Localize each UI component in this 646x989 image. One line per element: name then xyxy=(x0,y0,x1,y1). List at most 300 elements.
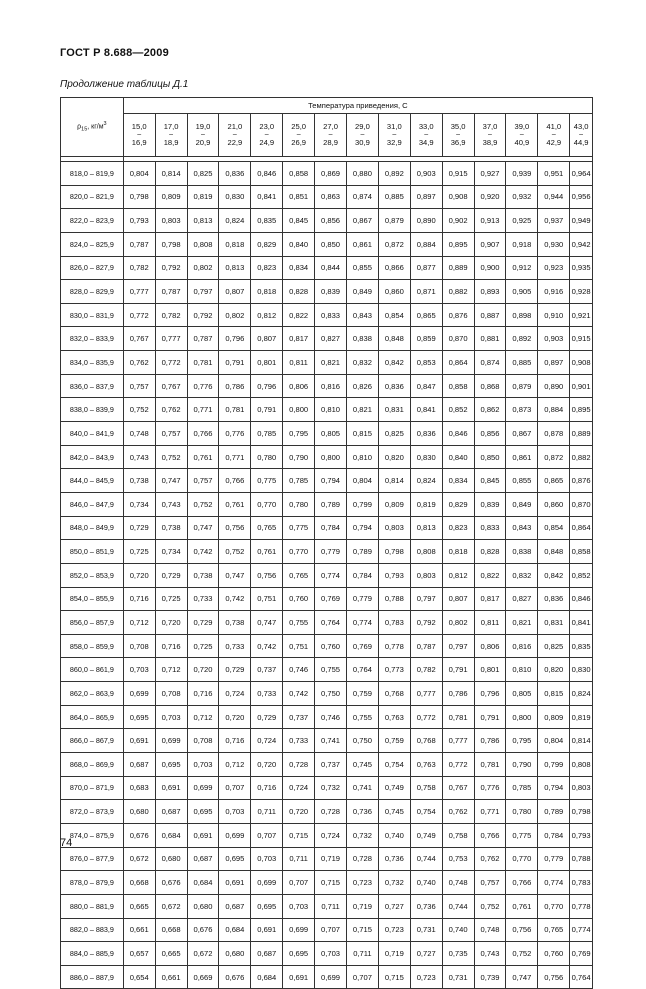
coefficient-cell: 0,788 xyxy=(378,587,410,611)
coefficient-cell: 0,800 xyxy=(506,705,538,729)
coefficient-cell: 0,827 xyxy=(506,587,538,611)
coefficient-cell: 0,912 xyxy=(506,256,538,280)
coefficient-cell: 0,728 xyxy=(346,847,378,871)
coefficient-cell: 0,748 xyxy=(474,918,506,942)
coefficient-cell: 0,835 xyxy=(251,209,283,233)
coefficient-cell: 0,928 xyxy=(570,280,593,304)
coefficient-cell: 0,803 xyxy=(410,563,442,587)
coefficient-cell: 0,793 xyxy=(378,563,410,587)
coefficient-cell: 0,748 xyxy=(123,422,155,446)
coefficient-cell: 0,859 xyxy=(410,327,442,351)
coefficient-cell: 0,916 xyxy=(538,280,570,304)
coefficient-cell: 0,758 xyxy=(410,776,442,800)
temperature-from: 17,0 xyxy=(163,122,179,131)
density-range-cell: 850,0 – 851,9 xyxy=(61,540,124,564)
coefficient-cell: 0,771 xyxy=(219,445,251,469)
coefficient-cell: 0,812 xyxy=(442,563,474,587)
coefficient-cell: 0,817 xyxy=(283,327,315,351)
density-range-cell: 862,0 – 863,9 xyxy=(61,682,124,706)
table-row xyxy=(61,682,593,706)
coefficient-cell: 0,743 xyxy=(474,942,506,966)
coefficient-cell: 0,707 xyxy=(251,823,283,847)
coefficient-cell: 0,684 xyxy=(251,965,283,989)
coefficient-cell: 0,672 xyxy=(123,847,155,871)
coefficient-cell: 0,830 xyxy=(410,445,442,469)
coefficient-cell: 0,680 xyxy=(123,800,155,824)
coefficient-cell: 0,695 xyxy=(251,894,283,918)
coefficient-cell: 0,851 xyxy=(283,185,315,209)
coefficient-cell: 0,897 xyxy=(410,185,442,209)
coefficient-cell: 0,761 xyxy=(506,894,538,918)
density-range-cell: 872,0 – 873,9 xyxy=(61,800,124,824)
temperature-to: 28,9 xyxy=(323,138,338,147)
coefficient-cell: 0,777 xyxy=(123,280,155,304)
table-row xyxy=(61,232,593,256)
coefficient-cell: 0,780 xyxy=(251,445,283,469)
coefficient-cell: 0,809 xyxy=(155,185,187,209)
coefficient-cell: 0,711 xyxy=(315,894,347,918)
coefficient-cell: 0,798 xyxy=(123,185,155,209)
coefficient-cell: 0,712 xyxy=(123,611,155,635)
coefficient-cell: 0,915 xyxy=(442,162,474,186)
coefficient-cell: 0,806 xyxy=(474,634,506,658)
coefficient-cell: 0,741 xyxy=(346,776,378,800)
coefficient-cell: 0,871 xyxy=(410,280,442,304)
coefficient-cell: 0,810 xyxy=(315,398,347,422)
coefficient-cell: 0,719 xyxy=(346,894,378,918)
coefficient-cell: 0,708 xyxy=(123,634,155,658)
table-row xyxy=(61,729,593,753)
coefficient-cell: 0,703 xyxy=(283,894,315,918)
coefficient-cell: 0,877 xyxy=(410,256,442,280)
coefficient-cell: 0,777 xyxy=(410,682,442,706)
coefficient-cell: 0,913 xyxy=(474,209,506,233)
coefficient-cell: 0,738 xyxy=(219,611,251,635)
range-dash: – xyxy=(456,131,461,138)
range-dash: – xyxy=(519,131,524,138)
table-row xyxy=(61,445,593,469)
coefficient-cell: 0,786 xyxy=(474,729,506,753)
density-range-cell: 842,0 – 843,9 xyxy=(61,445,124,469)
coefficient-cell: 0,885 xyxy=(378,185,410,209)
coefficient-cell: 0,897 xyxy=(538,351,570,375)
coefficient-cell: 0,703 xyxy=(219,800,251,824)
coefficient-cell: 0,838 xyxy=(346,327,378,351)
coefficient-cell: 0,695 xyxy=(283,942,315,966)
coefficient-cell: 0,890 xyxy=(538,374,570,398)
coefficient-cell: 0,819 xyxy=(570,705,593,729)
table-row xyxy=(61,374,593,398)
coefficient-cell: 0,949 xyxy=(570,209,593,233)
coefficient-cell: 0,784 xyxy=(538,823,570,847)
coefficient-cell: 0,797 xyxy=(442,634,474,658)
coefficient-cell: 0,754 xyxy=(378,753,410,777)
density-range-cell: 884,0 – 885,9 xyxy=(61,942,124,966)
coefficient-cell: 0,848 xyxy=(538,540,570,564)
coefficient-cell: 0,815 xyxy=(538,682,570,706)
coefficient-cell: 0,654 xyxy=(123,965,155,989)
coefficient-cell: 0,739 xyxy=(474,965,506,989)
coefficient-cell: 0,768 xyxy=(410,729,442,753)
coefficient-cell: 0,858 xyxy=(283,162,315,186)
coefficient-cell: 0,789 xyxy=(315,492,347,516)
coefficient-cell: 0,787 xyxy=(410,634,442,658)
coefficient-cell: 0,874 xyxy=(474,351,506,375)
temperature-from: 31,0 xyxy=(386,122,402,131)
coefficient-cell: 0,777 xyxy=(155,327,187,351)
coefficient-cell: 0,744 xyxy=(442,894,474,918)
coefficient-cell: 0,757 xyxy=(187,469,219,493)
density-range-cell: 818,0 – 819,9 xyxy=(61,162,124,186)
coefficient-cell: 0,757 xyxy=(123,374,155,398)
coefficient-cell: 0,774 xyxy=(538,871,570,895)
coefficient-cell: 0,822 xyxy=(283,303,315,327)
coefficient-cell: 0,839 xyxy=(315,280,347,304)
density-range-cell: 836,0 – 837,9 xyxy=(61,374,124,398)
coefficient-cell: 0,858 xyxy=(442,374,474,398)
coefficient-cell: 0,715 xyxy=(283,823,315,847)
temperature-to: 32,9 xyxy=(386,138,402,147)
coefficient-cell: 0,774 xyxy=(315,563,347,587)
coefficient-cell: 0,898 xyxy=(506,303,538,327)
coefficient-cell: 0,793 xyxy=(570,823,593,847)
coefficient-cell: 0,813 xyxy=(219,256,251,280)
coefficient-cell: 0,785 xyxy=(251,422,283,446)
coefficient-cell: 0,797 xyxy=(187,280,219,304)
coefficient-cell: 0,672 xyxy=(155,894,187,918)
temperature-from: 23,0 xyxy=(259,122,275,131)
range-dash: – xyxy=(551,131,556,138)
coefficient-cell: 0,761 xyxy=(251,540,283,564)
coefficient-cell: 0,778 xyxy=(378,634,410,658)
temperature-from: 37,0 xyxy=(482,122,498,131)
coefficient-cell: 0,803 xyxy=(570,776,593,800)
coefficient-cell: 0,789 xyxy=(538,800,570,824)
coefficient-cell: 0,830 xyxy=(219,185,251,209)
coefficient-cell: 0,723 xyxy=(346,871,378,895)
coefficient-cell: 0,695 xyxy=(155,753,187,777)
coefficient-cell: 0,790 xyxy=(506,753,538,777)
coefficient-cell: 0,780 xyxy=(283,492,315,516)
coefficient-cell: 0,821 xyxy=(346,398,378,422)
coefficient-cell: 0,703 xyxy=(123,658,155,682)
coefficient-cell: 0,804 xyxy=(123,162,155,186)
coefficient-cell: 0,781 xyxy=(219,398,251,422)
coefficient-cell: 0,823 xyxy=(442,516,474,540)
coefficient-cell: 0,846 xyxy=(570,587,593,611)
coefficient-cell: 0,707 xyxy=(346,965,378,989)
coefficient-cell: 0,708 xyxy=(187,729,219,753)
coefficient-cell: 0,785 xyxy=(506,776,538,800)
coefficient-cell: 0,873 xyxy=(506,398,538,422)
coefficient-cell: 0,927 xyxy=(474,162,506,186)
coefficient-cell: 0,798 xyxy=(378,540,410,564)
density-range-cell: 838,0 – 839,9 xyxy=(61,398,124,422)
table-row xyxy=(61,847,593,871)
table-row xyxy=(61,965,593,989)
coefficient-cell: 0,747 xyxy=(219,563,251,587)
coefficient-cell: 0,668 xyxy=(155,918,187,942)
coefficient-cell: 0,808 xyxy=(570,753,593,777)
coefficient-cell: 0,699 xyxy=(187,776,219,800)
coefficient-cell: 0,760 xyxy=(538,942,570,966)
coefficient-cell: 0,805 xyxy=(506,682,538,706)
density-range-cell: 870,0 – 871,9 xyxy=(61,776,124,800)
range-dash: – xyxy=(360,131,365,138)
coefficient-cell: 0,910 xyxy=(538,303,570,327)
coefficient-cell: 0,699 xyxy=(219,823,251,847)
coefficient-cell: 0,832 xyxy=(506,563,538,587)
coefficient-cell: 0,665 xyxy=(123,894,155,918)
coefficient-cell: 0,661 xyxy=(155,965,187,989)
coefficient-cell: 0,801 xyxy=(474,658,506,682)
coefficient-cell: 0,699 xyxy=(155,729,187,753)
coefficient-cell: 0,791 xyxy=(442,658,474,682)
coefficient-cell: 0,680 xyxy=(155,847,187,871)
temperature-column-header xyxy=(187,114,219,157)
coefficient-cell: 0,762 xyxy=(474,847,506,871)
coefficient-cell: 0,769 xyxy=(570,942,593,966)
coefficient-cell: 0,836 xyxy=(219,162,251,186)
temperature-from: 21,0 xyxy=(227,122,243,131)
coefficient-cell: 0,699 xyxy=(123,682,155,706)
coefficient-cell: 0,853 xyxy=(410,351,442,375)
temperature-to: 36,9 xyxy=(450,138,466,147)
coefficient-cell: 0,813 xyxy=(187,209,219,233)
coefficient-cell: 0,844 xyxy=(315,256,347,280)
coefficient-cell: 0,882 xyxy=(570,445,593,469)
range-dash: – xyxy=(392,131,397,138)
coefficient-cell: 0,852 xyxy=(442,398,474,422)
coefficient-cell: 0,849 xyxy=(506,492,538,516)
coefficient-cell: 0,772 xyxy=(442,753,474,777)
range-dash: – xyxy=(488,131,492,138)
coefficient-cell: 0,867 xyxy=(346,209,378,233)
coefficient-cell: 0,711 xyxy=(283,847,315,871)
coefficient-cell: 0,878 xyxy=(538,422,570,446)
coefficient-cell: 0,683 xyxy=(123,776,155,800)
coefficient-cell: 0,791 xyxy=(474,705,506,729)
coefficient-cell: 0,752 xyxy=(506,942,538,966)
coefficient-cell: 0,771 xyxy=(187,398,219,422)
coefficient-cell: 0,720 xyxy=(187,658,219,682)
density-range-cell: 844,0 – 845,9 xyxy=(61,469,124,493)
coefficient-cell: 0,761 xyxy=(187,445,219,469)
coefficient-cell: 0,729 xyxy=(251,705,283,729)
coefficient-cell: 0,872 xyxy=(378,232,410,256)
range-dash: – xyxy=(424,131,429,138)
coefficient-cell: 0,746 xyxy=(315,705,347,729)
table-row xyxy=(61,162,593,186)
coefficient-cell: 0,751 xyxy=(283,634,315,658)
coefficient-cell: 0,895 xyxy=(442,232,474,256)
coefficient-cell: 0,729 xyxy=(155,563,187,587)
temperature-to: 22,9 xyxy=(227,138,243,147)
coefficient-cell: 0,773 xyxy=(378,658,410,682)
coefficient-cell: 0,684 xyxy=(219,918,251,942)
table-row xyxy=(61,942,593,966)
coefficient-cell: 0,764 xyxy=(570,965,593,989)
coefficient-cell: 0,782 xyxy=(155,303,187,327)
coefficient-cell: 0,841 xyxy=(570,611,593,635)
coefficient-cell: 0,742 xyxy=(187,540,219,564)
coefficient-cell: 0,716 xyxy=(251,776,283,800)
density-range-cell: 886,0 – 887,9 xyxy=(61,965,124,989)
coefficient-cell: 0,752 xyxy=(474,894,506,918)
temperature-from: 39,0 xyxy=(514,122,530,131)
coefficient-cell: 0,770 xyxy=(506,847,538,871)
coefficient-cell: 0,802 xyxy=(442,611,474,635)
temperature-column-header xyxy=(346,114,378,157)
coefficient-cell: 0,956 xyxy=(570,185,593,209)
coefficient-cell: 0,814 xyxy=(570,729,593,753)
table-row xyxy=(61,587,593,611)
temperature-column-header xyxy=(315,114,347,157)
table-row xyxy=(61,540,593,564)
coefficient-cell: 0,884 xyxy=(410,232,442,256)
coefficient-cell: 0,745 xyxy=(378,800,410,824)
coefficient-cell: 0,707 xyxy=(219,776,251,800)
coefficient-cell: 0,822 xyxy=(474,563,506,587)
coefficient-cell: 0,825 xyxy=(538,634,570,658)
coefficient-cell: 0,786 xyxy=(219,374,251,398)
coefficient-cell: 0,711 xyxy=(251,800,283,824)
coefficient-cell: 0,833 xyxy=(315,303,347,327)
coefficient-cell: 0,781 xyxy=(187,351,219,375)
coefficient-cell: 0,918 xyxy=(506,232,538,256)
density-range-cell: 826,0 – 827,9 xyxy=(61,256,124,280)
coefficient-cell: 0,937 xyxy=(538,209,570,233)
coefficient-cell: 0,684 xyxy=(155,823,187,847)
density-range-cell: 866,0 – 867,9 xyxy=(61,729,124,753)
coefficient-cell: 0,840 xyxy=(283,232,315,256)
coefficient-cell: 0,741 xyxy=(315,729,347,753)
coefficient-cell: 0,807 xyxy=(219,280,251,304)
temperature-to: 24,9 xyxy=(259,138,275,147)
coefficient-cell: 0,691 xyxy=(283,965,315,989)
coefficient-cell: 0,794 xyxy=(346,516,378,540)
coefficient-cell: 0,732 xyxy=(315,776,347,800)
range-dash: – xyxy=(137,131,142,138)
coefficient-cell: 0,833 xyxy=(474,516,506,540)
coefficient-cell: 0,733 xyxy=(283,729,315,753)
coefficient-cell: 0,731 xyxy=(442,965,474,989)
coefficient-cell: 0,775 xyxy=(251,469,283,493)
coefficient-cell: 0,746 xyxy=(283,658,315,682)
coefficient-cell: 0,711 xyxy=(346,942,378,966)
coefficient-cell: 0,763 xyxy=(410,753,442,777)
density-column-header: $\rho_{15}$, $кг/м^3$ xyxy=(61,98,124,157)
density-range-cell: 860,0 – 861,9 xyxy=(61,658,124,682)
coefficient-cell: 0,691 xyxy=(219,871,251,895)
coefficient-cell: 0,762 xyxy=(123,351,155,375)
coefficient-cell: 0,703 xyxy=(251,847,283,871)
coefficient-cell: 0,776 xyxy=(219,422,251,446)
coefficient-cell: 0,699 xyxy=(315,965,347,989)
coefficient-cell: 0,932 xyxy=(506,185,538,209)
density-range-cell: 822,0 – 823,9 xyxy=(61,209,124,233)
coefficient-cell: 0,815 xyxy=(346,422,378,446)
temperature-column-header xyxy=(474,114,506,157)
table-row xyxy=(61,398,593,422)
coefficient-cell: 0,814 xyxy=(378,469,410,493)
coefficient-cell: 0,758 xyxy=(442,823,474,847)
coefficient-cell: 0,727 xyxy=(410,942,442,966)
coefficient-cell: 0,770 xyxy=(283,540,315,564)
coefficient-cell: 0,784 xyxy=(315,516,347,540)
table-row xyxy=(61,753,593,777)
coefficient-cell: 0,804 xyxy=(538,729,570,753)
coefficient-cell: 0,863 xyxy=(315,185,347,209)
coefficient-cell: 0,762 xyxy=(442,800,474,824)
coefficient-cell: 0,707 xyxy=(315,918,347,942)
coefficient-cell: 0,835 xyxy=(570,634,593,658)
coefficient-cell: 0,720 xyxy=(219,705,251,729)
coefficient-cell: 0,798 xyxy=(570,800,593,824)
coefficient-cell: 0,734 xyxy=(123,492,155,516)
coefficient-cell: 0,870 xyxy=(442,327,474,351)
coefficient-cell: 0,680 xyxy=(187,894,219,918)
coefficient-cell: 0,756 xyxy=(538,965,570,989)
coefficient-cell: 0,939 xyxy=(506,162,538,186)
temperature-from: 27,0 xyxy=(323,122,338,131)
coefficient-cell: 0,684 xyxy=(187,871,219,895)
coefficient-cell: 0,805 xyxy=(315,422,347,446)
coefficient-cell: 0,923 xyxy=(538,256,570,280)
coefficient-cell: 0,807 xyxy=(251,327,283,351)
coefficient-cell: 0,728 xyxy=(315,800,347,824)
coefficient-cell: 0,843 xyxy=(506,516,538,540)
coefficient-cell: 0,792 xyxy=(187,303,219,327)
coefficient-cell: 0,901 xyxy=(570,374,593,398)
coefficient-cell: 0,676 xyxy=(155,871,187,895)
coefficient-cell: 0,712 xyxy=(187,705,219,729)
coefficient-cell: 0,819 xyxy=(187,185,219,209)
temperature-to: 26,9 xyxy=(291,138,307,147)
coefficient-cell: 0,804 xyxy=(346,469,378,493)
coefficient-cell: 0,818 xyxy=(442,540,474,564)
density-range-cell: 820,0 – 821,9 xyxy=(61,185,124,209)
coefficient-cell: 0,778 xyxy=(570,894,593,918)
coefficient-cell: 0,775 xyxy=(283,516,315,540)
coefficient-cell: 0,733 xyxy=(219,634,251,658)
conversion-table xyxy=(60,97,593,989)
density-range-cell: 830,0 – 831,9 xyxy=(61,303,124,327)
coefficient-cell: 0,855 xyxy=(506,469,538,493)
coefficient-cell: 0,727 xyxy=(378,894,410,918)
coefficient-cell: 0,902 xyxy=(442,209,474,233)
table-row xyxy=(61,185,593,209)
temperature-from: 41,0 xyxy=(546,122,562,131)
coefficient-cell: 0,780 xyxy=(506,800,538,824)
coefficient-cell: 0,930 xyxy=(538,232,570,256)
coefficient-cell: 0,767 xyxy=(123,327,155,351)
range-dash: – xyxy=(328,131,333,138)
coefficient-cell: 0,841 xyxy=(410,398,442,422)
coefficient-cell: 0,757 xyxy=(155,422,187,446)
temperature-column-header xyxy=(538,114,570,157)
table-row xyxy=(61,918,593,942)
coefficient-cell: 0,849 xyxy=(346,280,378,304)
coefficient-cell: 0,765 xyxy=(283,563,315,587)
coefficient-cell: 0,751 xyxy=(251,587,283,611)
coefficient-cell: 0,776 xyxy=(474,776,506,800)
coefficient-cell: 0,787 xyxy=(155,280,187,304)
coefficient-cell: 0,794 xyxy=(538,776,570,800)
coefficient-cell: 0,942 xyxy=(570,232,593,256)
coefficient-cell: 0,809 xyxy=(378,492,410,516)
coefficient-cell: 0,785 xyxy=(283,469,315,493)
